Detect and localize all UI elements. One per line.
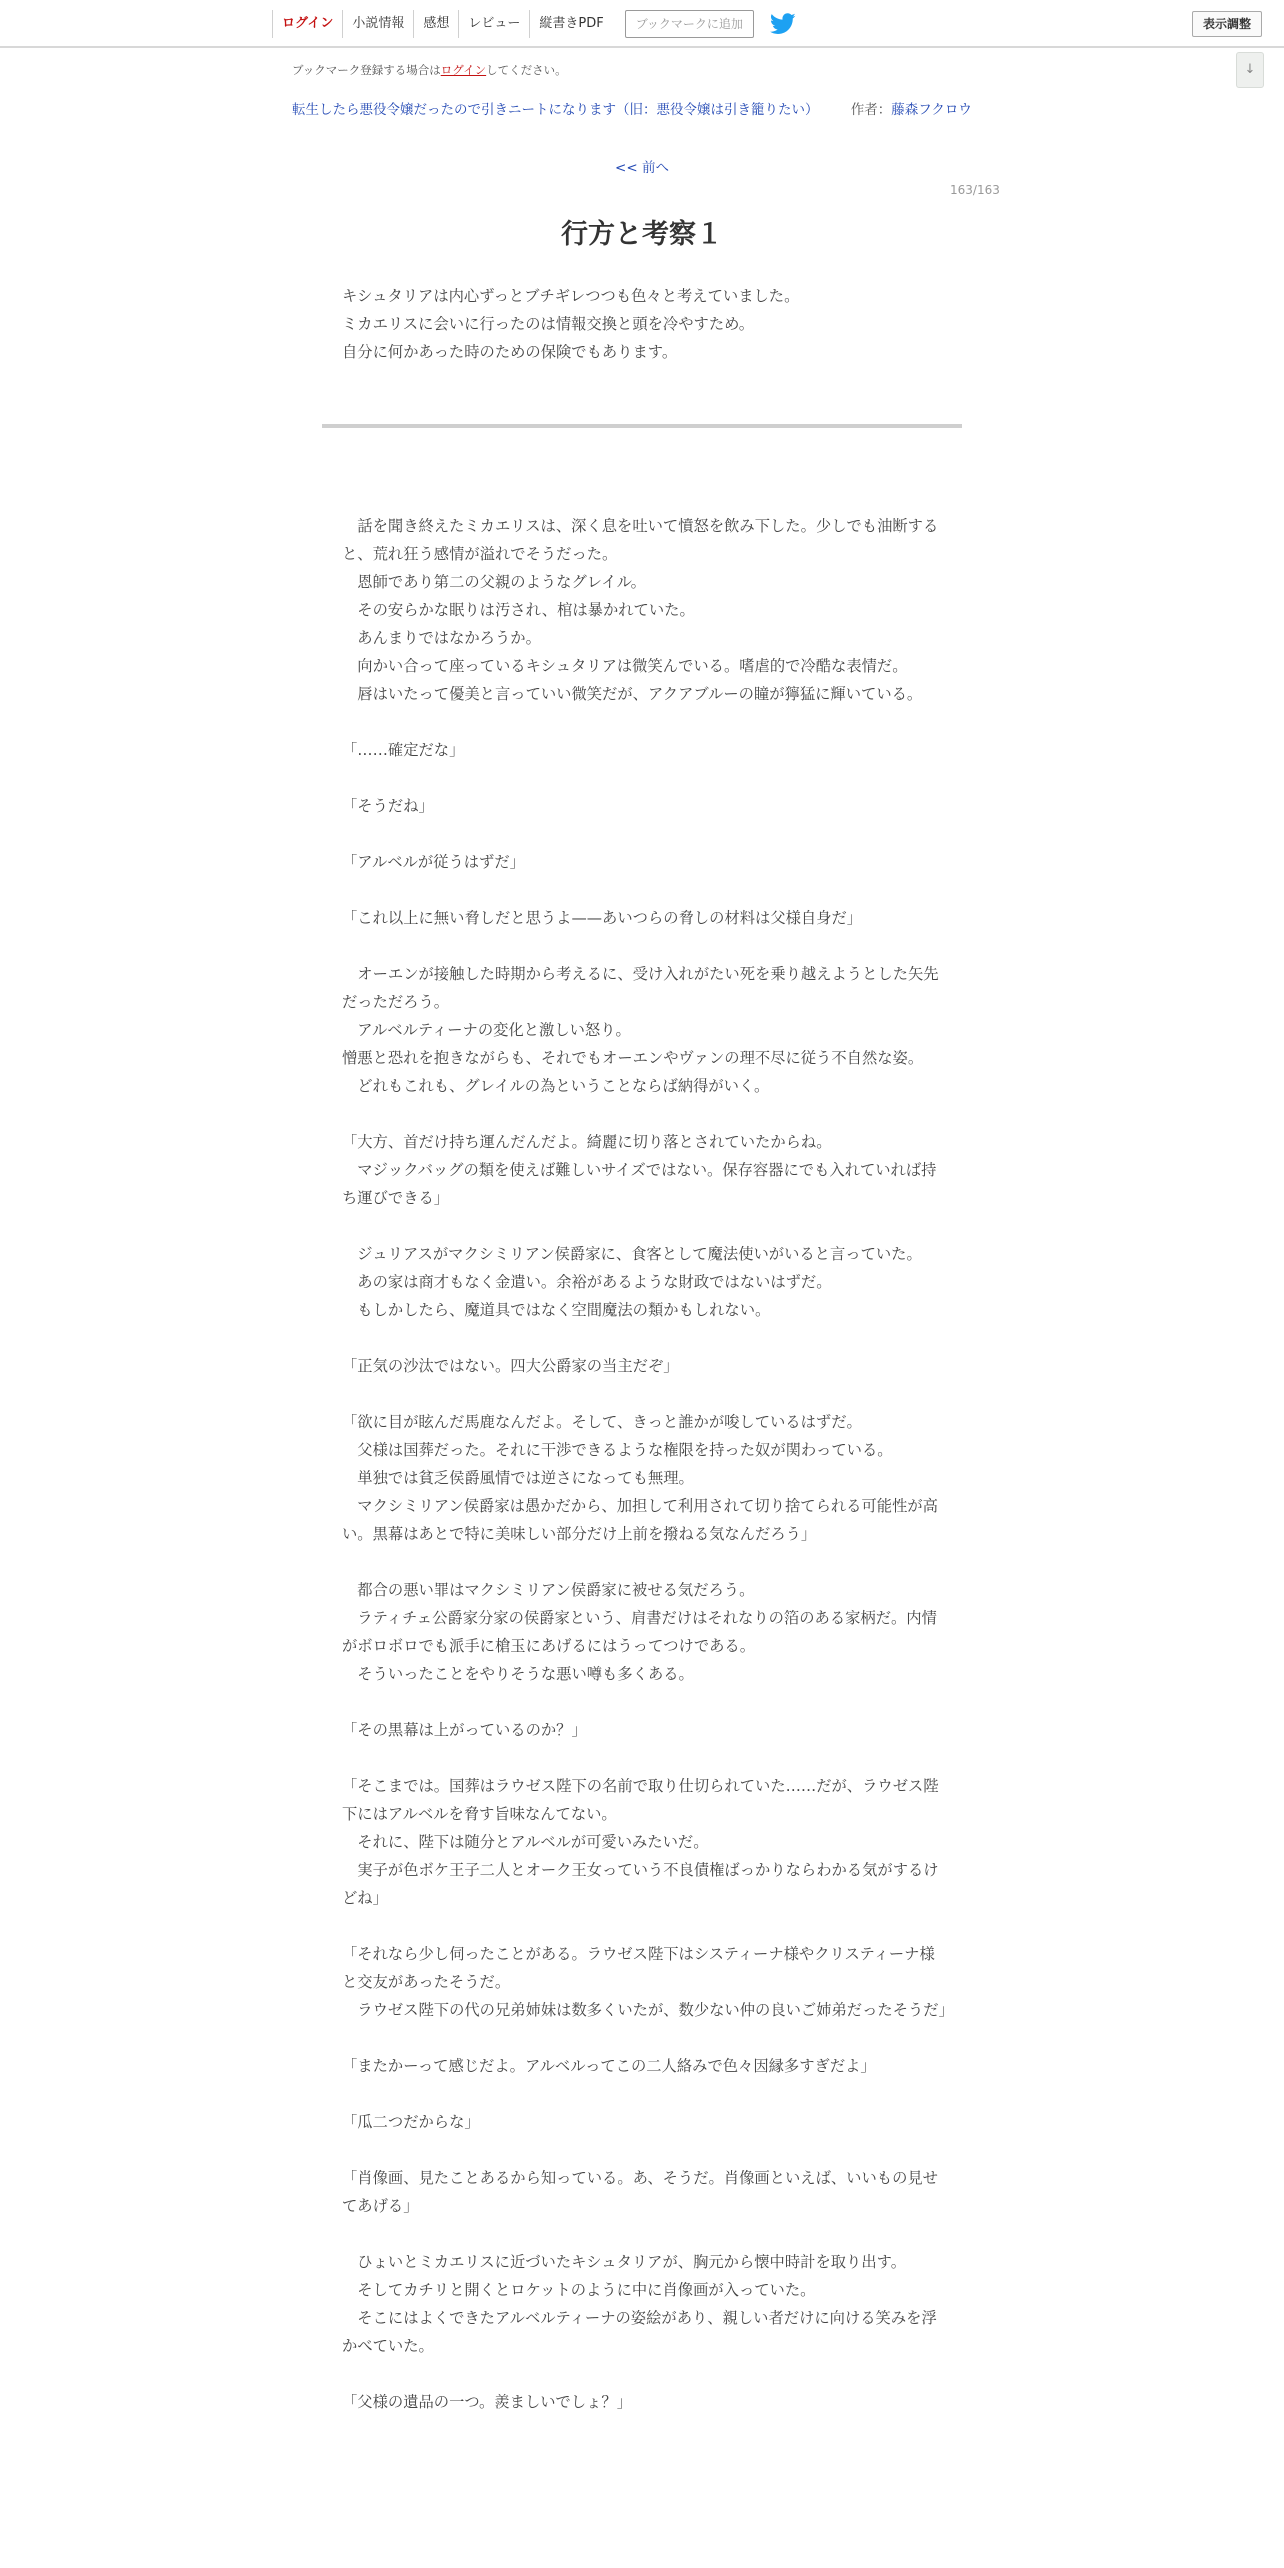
body-paragraph-line: あの家は商才もなく金遣い。余裕があるような財政ではないはずだ。 <box>342 1273 832 1291</box>
nav-login-link[interactable]: ログイン <box>272 10 342 38</box>
body-paragraph-line <box>342 2360 948 2388</box>
preface-text <box>342 282 942 366</box>
bookmark-note-text-before: ブックマーク登録する場合は <box>292 63 441 77</box>
body-paragraph-line: 「またかーって感じだよ。アルベルってこの二人絡みで色々因縁多すぎだよ」 <box>342 2057 876 2075</box>
episode-counter: 163/163 <box>950 183 1000 197</box>
author-label: 作者： <box>850 102 892 118</box>
body-paragraph-line: どれもこれも、グレイルの為ということならば納得がいく。 <box>342 1077 770 1095</box>
body-paragraph-line <box>342 2220 948 2248</box>
body-paragraph-line <box>342 1100 948 1128</box>
body-paragraph-line: 「……確定だな」 <box>342 741 465 759</box>
body-paragraph-line: 単独では貧乏侯爵風情では逆さになっても無理。 <box>342 1469 694 1487</box>
body-paragraph-line <box>342 1212 948 1240</box>
nav-vertical-pdf-link[interactable]: 縦書きPDF <box>529 10 612 38</box>
body-paragraph-line: マジックバッグの類を使えば難しいサイズではない。保存容器にでも入れていれば持ち運びできる」 <box>342 1161 937 1207</box>
body-paragraph-line <box>342 1380 948 1408</box>
preface-line: 自分に何かあった時のための保険でもあります。 <box>342 343 678 361</box>
body-paragraph-line: ラティチェ公爵家分家の侯爵家という、肩書だけはそれなりの箔のある家柄だ。内情がボロボロでも派手に槍玉にあげるにはうってつけである。 <box>342 1609 937 1655</box>
body-paragraph-line: 「欲に目が眩んだ馬鹿なんだよ。そして、きっと誰かが唆しているはずだ。 <box>342 1413 862 1431</box>
preface-divider <box>322 424 962 428</box>
body-paragraph-line <box>342 2080 948 2108</box>
body-paragraph-line <box>342 1688 948 1716</box>
body-paragraph-line: 「肖像画、見たことあるから知っている。あ、そうだ。肖像画といえば、いいもの見せてあげる」 <box>342 2169 938 2215</box>
preface-line: キシュタリアは内心ずっとブチギレつつも色々と考えていました。 <box>342 287 800 305</box>
bookmark-note-login-link[interactable]: ログイン <box>440 63 487 77</box>
body-paragraph-line <box>342 2136 948 2164</box>
body-paragraph-line: アルベルティーナの変化と激しい怒り。 <box>342 1021 631 1039</box>
body-paragraph-line <box>342 1324 948 1352</box>
body-paragraph-line <box>342 2024 948 2052</box>
top-navigation-bar <box>0 0 1284 48</box>
body-paragraph-line <box>342 932 948 960</box>
body-paragraph-line <box>342 1548 948 1576</box>
display-settings-button[interactable]: 表示調整 <box>1192 11 1262 37</box>
body-paragraph-line: 「これ以上に無い脅しだと思うよ——あいつらの脅しの材料は父様自身だ」 <box>342 909 863 927</box>
body-paragraph-line: そういったことをやりそうな悪い噂も多くある。 <box>342 1665 694 1683</box>
nav-novel-info-link[interactable]: 小説情報 <box>342 10 413 38</box>
scroll-down-button[interactable]: ↓ <box>1236 52 1264 88</box>
body-paragraph-line <box>342 820 948 848</box>
body-paragraph-line: 「そうだね」 <box>342 797 434 815</box>
bookmark-login-note <box>292 62 567 78</box>
body-paragraph-line: 「それなら少し伺ったことがある。ラウゼス陛下はシスティーナ様やクリスティーナ様と交友があったそうだ。 <box>342 1945 935 1991</box>
add-bookmark-button[interactable]: ブックマークに追加 <box>625 10 754 38</box>
body-paragraph-line: 父様は国葬だった。それに干渉できるような権限を持った奴が関わっている。 <box>342 1441 893 1459</box>
body-paragraph-line: 都合の悪い罪はマクシミリアン侯爵家に被せる気だろう。 <box>342 1581 755 1599</box>
body-paragraph-line: 「瓜二つだからな」 <box>342 2113 480 2131</box>
body-paragraph-line: 「アルベルが従うはずだ」 <box>342 853 525 871</box>
series-title-link[interactable]: 転生したら悪役令嬢だったので引きニートになります（旧：悪役令嬢は引き籠りたい） <box>292 102 819 118</box>
body-paragraph-line: そこにはよくできたアルベルティーナの姿絵があり、親しい者だけに向ける笑みを浮かべていた。 <box>342 2309 937 2355</box>
body-paragraph-line: それに、陛下は随分とアルベルが可愛いみたいだ。 <box>342 1833 709 1851</box>
nav-review-link[interactable]: レビュー <box>458 10 529 38</box>
body-paragraph-line: あんまりではなかろうか。 <box>342 629 541 647</box>
body-paragraph-line: 話を聞き終えたミカエリスは、深く息を吐いて憤怒を飲み下した。少しでも油断すると、荒れ狂う感情が溢れでそうだった。 <box>342 517 939 563</box>
body-paragraph-line <box>342 764 948 792</box>
bookmark-note-text-after: してください。 <box>486 63 567 77</box>
body-paragraph-line: 実子が色ボケ王子二人とオーク王女っていう不良債権ばっかりならわかる気がするけどね」 <box>342 1861 939 1907</box>
preface-line: ミカエリスに会いに行ったのは情報交換と頭を冷やすため。 <box>342 315 755 333</box>
nav-impressions-link[interactable]: 感想 <box>413 10 458 38</box>
body-paragraph-line <box>342 708 948 736</box>
body-paragraph-line: ジュリアスがマクシミリアン侯爵家に、食客として魔法使いがいると言っていた。 <box>342 1245 922 1263</box>
body-paragraph-line: 恩師であり第二の父親のようなグレイル。 <box>342 573 646 591</box>
body-paragraph-line: ひょいとミカエリスに近づいたキシュタリアが、胸元から懐中時計を取り出す。 <box>342 2253 906 2271</box>
previous-episode-link-text[interactable]: << 前へ <box>615 160 669 176</box>
novel-body-text <box>342 512 954 2416</box>
body-paragraph-line: そしてカチリと開くとロケットのように中に肖像画が入っていた。 <box>342 2281 816 2299</box>
body-paragraph-line: 憎悪と恐れを抱きながらも、それでもオーエンやヴァンの理不尽に従う不自然な姿。 <box>342 1049 924 1067</box>
body-paragraph-line: 「父様の遺品の一つ。羨ましいでしょ？」 <box>342 2393 633 2411</box>
novel-header <box>292 98 972 118</box>
nav-menu <box>272 10 796 38</box>
body-paragraph-line: その安らかな眠りは汚され、棺は暴かれていた。 <box>342 601 695 619</box>
body-paragraph-line: 向かい合って座っているキシュタリアは微笑んでいる。嗜虐的で冷酷な表情だ。 <box>342 657 908 675</box>
body-paragraph-line: マクシミリアン侯爵家は愚かだから、加担して利用されて切り捨てられる可能性が高い。黒幕はあとで特に美味しい部分だけ上前を撥ねる気なんだろう」 <box>342 1497 938 1543</box>
body-paragraph-line: もしかしたら、魔道具ではなく空間魔法の類かもしれない。 <box>342 1301 771 1319</box>
chapter-title: 行方と考察１ <box>561 219 723 250</box>
body-paragraph-line: 「そこまでは。国葬はラウゼス陛下の名前で取り仕切られていた……だが、ラウゼス陛下にはアルベルを脅す旨味なんてない。 <box>342 1777 939 1823</box>
previous-episode-link <box>0 156 1284 176</box>
body-paragraph-line: 「その黒幕は上がっているのか？」 <box>342 1721 587 1739</box>
body-paragraph-line: ラウゼス陛下の代の兄弟姉妹は数多くいたが、数少ない仲の良いご姉弟だったそうだ」 <box>342 2001 954 2019</box>
body-paragraph-line: オーエンが接触した時期から考えるに、受け入れがたい死を乗り越えようとした矢先だっただろう。 <box>342 965 939 1011</box>
author-name-link[interactable]: 藤森フクロウ <box>891 102 972 118</box>
body-paragraph-line: 「正気の沙汰ではない。四大公爵家の当主だぞ」 <box>342 1357 679 1375</box>
body-paragraph-line <box>342 876 948 904</box>
body-paragraph-line <box>342 1912 948 1940</box>
body-paragraph-line: 「大方、首だけ持ち運んだんだよ。綺麗に切り落とされていたからね。 <box>342 1133 832 1151</box>
twitter-bird-icon[interactable] <box>770 13 796 35</box>
body-paragraph-line <box>342 1744 948 1772</box>
body-paragraph-line: 唇はいたって優美と言っていい微笑だが、アクアブルーの瞳が獰猛に輝いている。 <box>342 685 923 703</box>
